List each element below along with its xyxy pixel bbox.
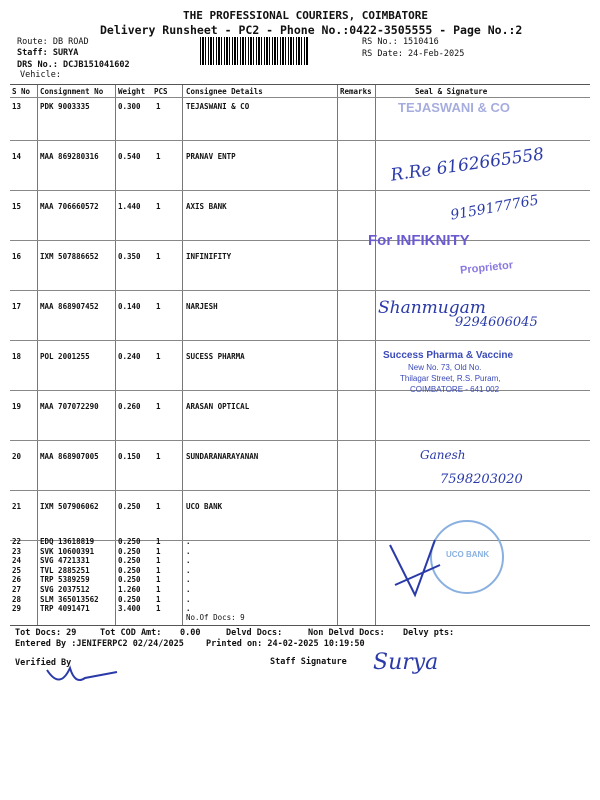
cell-sno: 25 <box>12 565 22 575</box>
stamp-pharma-line: New No. 73, Old No. <box>408 363 482 372</box>
cell-name: SUNDARANARAYANAN <box>186 452 259 461</box>
cell-cno: MAA 868907452 <box>40 302 99 311</box>
cell-sno: 14 <box>12 152 22 161</box>
cell-cno: TRP 5389259 <box>40 575 90 585</box>
cell-cno: SLM 365013562 <box>40 594 99 604</box>
cell-sno: 27 <box>12 585 22 594</box>
cell-cno: SVG 2037512 <box>40 585 90 594</box>
cell-cno: TRP 4091471 <box>40 604 90 614</box>
signature-row-20-phone: 7598203020 <box>440 472 523 487</box>
cell-name: SUCESS PHARMA <box>186 352 245 361</box>
signature-row-17: Shanmugam <box>378 298 486 318</box>
stamp-infiknity: For INFIKNITY <box>368 232 470 249</box>
cell-cno: SVK 10600391 <box>40 546 95 556</box>
stamp-pharma: Success Pharma & Vaccine <box>383 350 514 361</box>
cell-pcs: 1 <box>156 252 161 261</box>
printed-on: Printed on: 24-02-2025 10:19:50 <box>206 639 365 649</box>
staff-signature: Surya <box>373 650 439 675</box>
cell-sno: 22 <box>12 537 22 546</box>
no-of-docs: No.Of Docs: 9 <box>186 613 245 622</box>
cell-cno: TVL 2885251 <box>40 565 90 575</box>
cell-pcs: 1 <box>156 402 161 411</box>
cell-name: . <box>186 556 191 566</box>
cell-sno: 15 <box>12 202 22 211</box>
cell-pcs: 1 <box>156 537 161 546</box>
cell-pcs: 1 <box>156 502 161 511</box>
runsheet-subtitle: Delivery Runsheet - PC2 - Phone No.:0422-3505555 - Page No.:2 <box>100 23 523 37</box>
cell-sno: 23 <box>12 546 22 556</box>
cell-pcs: 1 <box>156 565 161 575</box>
cell-cno: PDK 9003335 <box>40 102 90 111</box>
cell-pcs: 1 <box>156 102 161 111</box>
cell-pcs: 1 <box>156 152 161 161</box>
cell-cno: EDQ 13618819 <box>40 537 95 546</box>
stamp-proprietor: Proprietor <box>459 259 514 277</box>
cell-pcs: 1 <box>156 585 161 594</box>
cell-wt: 0.540 <box>118 152 141 161</box>
cell-wt: 0.150 <box>118 452 141 461</box>
cell-pcs: 1 <box>156 302 161 311</box>
vehicle: Vehicle: <box>20 70 61 80</box>
cell-wt: 0.260 <box>118 402 141 411</box>
staff: Staff: SURYA <box>17 48 79 58</box>
cell-sno: 13 <box>12 102 22 111</box>
cell-cno: MAA 868907005 <box>40 452 99 461</box>
signature-row-17-phone: 9294606045 <box>455 315 538 330</box>
cell-wt: 1.260 <box>118 585 141 594</box>
non-delvd-docs: Non Delvd Docs: <box>308 628 385 638</box>
cell-sno: 26 <box>12 575 22 585</box>
tot-docs: Tot Docs: 29 <box>15 628 77 638</box>
tot-cod-label: Tot COD Amt: <box>100 628 162 638</box>
cell-pcs: 1 <box>156 604 161 614</box>
cell-wt: 0.250 <box>118 575 141 585</box>
cell-name: TEJASWANI & CO <box>186 102 250 111</box>
cell-name: . <box>186 575 191 585</box>
signature-scribble <box>385 535 445 605</box>
cell-sno: 19 <box>12 402 22 411</box>
cell-name: . <box>186 537 191 546</box>
cell-cno: MAA 706660572 <box>40 202 99 211</box>
stamp-pharma-line: Thilagar Street, R.S. Puram, <box>400 374 501 383</box>
signature-row-20: Ganesh <box>420 448 466 462</box>
route: Route: DB ROAD <box>17 37 89 47</box>
cell-name: . <box>186 585 191 594</box>
cell-name: PRANAV ENTP <box>186 152 236 161</box>
cell-wt: 0.300 <box>118 102 141 111</box>
cell-sno: 20 <box>12 452 22 461</box>
cell-pcs: 1 <box>156 594 161 604</box>
cell-pcs: 1 <box>156 452 161 461</box>
cell-name: AXIS BANK <box>186 202 227 211</box>
entered-by: Entered By :JENIFERPC2 02/24/2025 <box>15 639 184 649</box>
cell-wt: 0.350 <box>118 252 141 261</box>
delvy-pts: Delvy pts: <box>403 628 455 638</box>
rs-date: RS Date: 24-Feb-2025 <box>362 49 465 59</box>
cell-name: . <box>186 546 191 556</box>
stamp-pharma-line: COIMBATORE - 641 002 <box>410 385 500 394</box>
verifier-signature <box>45 660 120 690</box>
rs-no: RS No.: 1510416 <box>362 37 439 47</box>
cell-wt: 0.240 <box>118 352 141 361</box>
cell-cno: IXM 507906062 <box>40 502 99 511</box>
cell-sno: 17 <box>12 302 22 311</box>
staff-signature-label: Staff Signature <box>270 657 347 667</box>
cell-wt: 0.250 <box>118 594 141 604</box>
cell-wt: 0.250 <box>118 546 141 556</box>
cell-sno: 24 <box>12 556 22 566</box>
signature-row-14: R.Re 6162665558 <box>389 144 546 186</box>
cell-name: ARASAN OPTICAL <box>186 402 250 411</box>
delvd-docs: Delvd Docs: <box>226 628 283 638</box>
cell-wt: 3.400 <box>118 604 141 614</box>
cell-wt: 0.140 <box>118 302 141 311</box>
signature-row-15: 9159177765 <box>449 192 540 224</box>
cell-wt: 0.250 <box>118 565 141 575</box>
cell-sno: 18 <box>12 352 22 361</box>
cell-sno: 28 <box>12 594 22 604</box>
cell-sno: 16 <box>12 252 22 261</box>
cell-cno: IXM 507886652 <box>40 252 99 261</box>
cell-pcs: 1 <box>156 352 161 361</box>
cell-wt: 1.440 <box>118 202 141 211</box>
cell-pcs: 1 <box>156 556 161 566</box>
cell-pcs: 1 <box>156 575 161 585</box>
cell-cno: MAA 707072290 <box>40 402 99 411</box>
company-title: THE PROFESSIONAL COURIERS, COIMBATORE <box>183 9 429 22</box>
cell-pcs: 1 <box>156 202 161 211</box>
runsheet-table: S No Consignment No Weight PCS Consignee Details Remarks Seal & Signature 13 PDK 9003335 0.300 1 TEJASWANI & CO 14 MAA 869280316 0.540 1 PRANAV ENTP 15 MAA 706660572 1.440 1 AXIS BANK 16 IXM 507886652 0.350 1 INFINIFITY 17 MAA 868907452 0.140 1 NARJESH 18 POL 2001255 0.240 1 SUCESS PHARMA 19 MAA 707072290 0.260 1 ARASAN OPTICAL 20 MAA 868907005 0.150 1 SUNDARANARAYANAN 21 IXM 507906062 0.250 1 UCO BANK 22 EDQ 13618819 0.250 1 . 23 SVK 10600391 0.250 1 . 24 SVG 4721331 0.250 1 . 25 TVL 2885251 0.250 1 . 26 TRP 5389259 0.250 1 . 27 SVG 2037512 1.260 1 . 28 SLM 365013562 0.250 1 . 29 TRP 4091471 3.400 1 . No.Of Docs: 9 <box>10 84 590 626</box>
cell-wt: 0.250 <box>118 537 141 546</box>
cell-pcs: 1 <box>156 546 161 556</box>
cell-cno: MAA 869280316 <box>40 152 99 161</box>
cell-name: . <box>186 604 191 614</box>
cell-sno: 21 <box>12 502 22 511</box>
cell-cno: SVG 4721331 <box>40 556 90 566</box>
stamp-tejaswani: TEJASWANI & CO <box>398 100 510 115</box>
barcode <box>200 37 308 65</box>
drs-no: DRS No.: DCJB151041602 <box>17 60 130 70</box>
verified-by: Verified By <box>15 658 72 668</box>
cell-wt: 0.250 <box>118 556 141 566</box>
tot-cod-value: 0.00 <box>180 628 201 638</box>
cell-name: . <box>186 565 191 575</box>
cell-name: . <box>186 594 191 604</box>
cell-name: UCO BANK <box>186 502 223 511</box>
cell-wt: 0.250 <box>118 502 141 511</box>
cell-name: NARJESH <box>186 302 218 311</box>
cell-sno: 29 <box>12 604 22 614</box>
cell-name: INFINIFITY <box>186 252 232 261</box>
cell-cno: POL 2001255 <box>40 352 90 361</box>
stamp-uco-text: UCO BANK <box>446 550 490 559</box>
